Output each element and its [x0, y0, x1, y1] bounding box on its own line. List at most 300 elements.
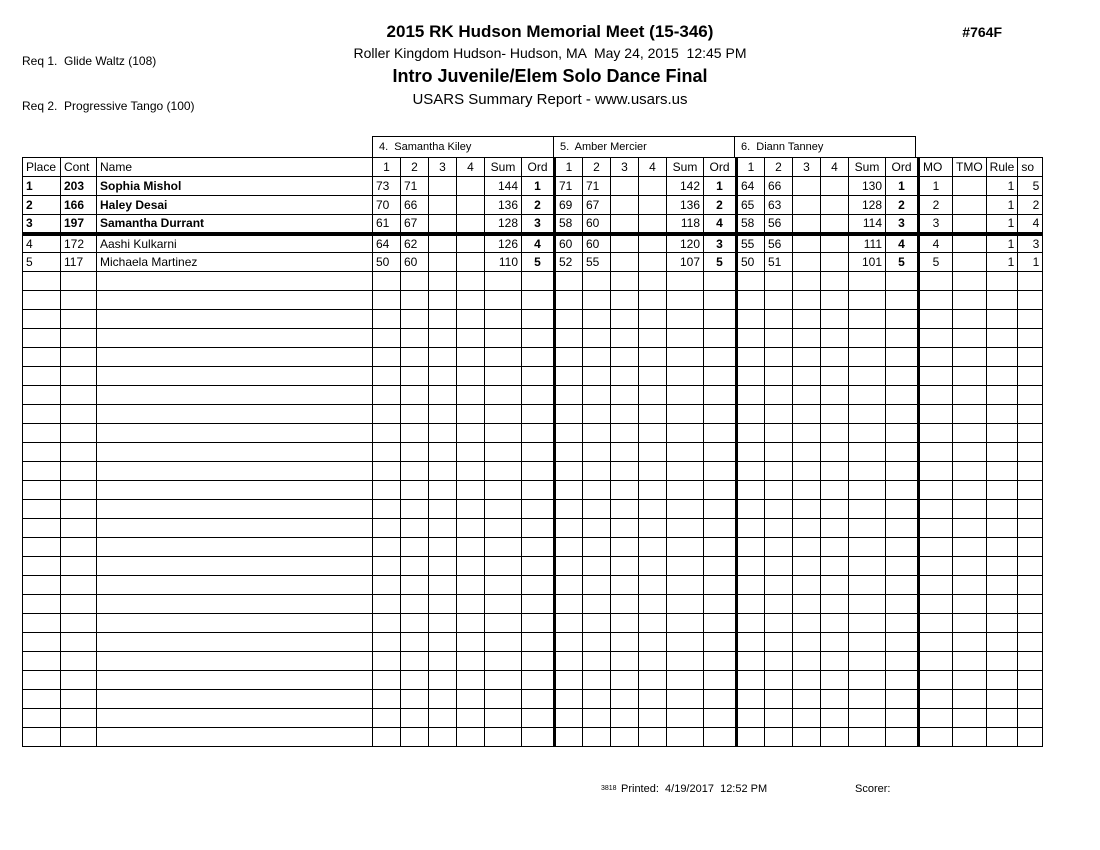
- cell-ord: [704, 348, 737, 367]
- cell-ord: [704, 690, 737, 709]
- cell-mark: [583, 348, 611, 367]
- cell-sum: [849, 652, 886, 671]
- cell-mark: [457, 557, 485, 576]
- cell-cont: [61, 557, 97, 576]
- cell-tmo: [953, 728, 987, 747]
- cell-mark: [373, 671, 401, 690]
- cell-mark: [429, 386, 457, 405]
- cell-mark: [639, 329, 667, 348]
- empty-row: [23, 557, 1043, 576]
- cell-mark: [821, 177, 849, 196]
- cell-mark: [583, 538, 611, 557]
- cell-mark: [821, 538, 849, 557]
- cell-place: 1: [23, 177, 61, 196]
- cell-mark: [639, 709, 667, 728]
- cell-mark: [639, 671, 667, 690]
- cell-mark: [401, 690, 429, 709]
- cell-sum: [667, 614, 704, 633]
- cell-cont: [61, 329, 97, 348]
- cell-sum: [667, 671, 704, 690]
- printed-timestamp: Printed: 4/19/2017 12:52 PM: [621, 783, 768, 795]
- cell-rule: [986, 614, 1018, 633]
- empty-row: [23, 386, 1043, 405]
- cell-sum: [849, 500, 886, 519]
- cell-ord: [886, 671, 919, 690]
- cell-so: [1018, 462, 1043, 481]
- cell-mo: [919, 519, 953, 538]
- cell-sum: 111: [849, 234, 886, 253]
- cell-mark: [611, 576, 639, 595]
- cell-cont: [61, 310, 97, 329]
- cell-ord: [522, 633, 555, 652]
- cell-ord: [886, 500, 919, 519]
- cell-sum: [667, 443, 704, 462]
- cell-mark: [373, 424, 401, 443]
- cell-mark: [737, 709, 765, 728]
- cell-tmo: [953, 196, 987, 215]
- cell-ord: [522, 386, 555, 405]
- cell-mark: [611, 215, 639, 234]
- cell-mark: [611, 595, 639, 614]
- cell-mark: [555, 690, 583, 709]
- cell-mark: 50: [737, 253, 765, 272]
- cell-sum: 101: [849, 253, 886, 272]
- cell-mark: [429, 576, 457, 595]
- cell-mark: [429, 462, 457, 481]
- cell-mark: [401, 709, 429, 728]
- cell-name: [97, 614, 373, 633]
- cell-mark: [639, 196, 667, 215]
- cell-sum: [485, 633, 522, 652]
- cell-mark: [401, 462, 429, 481]
- cell-mo: [919, 633, 953, 652]
- cell-so: [1018, 633, 1043, 652]
- cell-ord: 4: [886, 234, 919, 253]
- cell-tmo: [953, 424, 987, 443]
- cell-name: [97, 690, 373, 709]
- cell-mark: [639, 557, 667, 576]
- cell-ord: [886, 424, 919, 443]
- cell-mark: [639, 500, 667, 519]
- cell-mark: [457, 291, 485, 310]
- cell-mark: [639, 253, 667, 272]
- cell-mark: [373, 272, 401, 291]
- cell-mark: [401, 386, 429, 405]
- cell-so: [1018, 481, 1043, 500]
- cell-mark: [401, 367, 429, 386]
- cell-mark: 52: [555, 253, 583, 272]
- cell-mark: [457, 500, 485, 519]
- cell-mark: [821, 272, 849, 291]
- cell-mark: [793, 424, 821, 443]
- cell-mark: [737, 329, 765, 348]
- cell-so: [1018, 652, 1043, 671]
- cell-mark: [429, 196, 457, 215]
- cell-mark: [429, 652, 457, 671]
- empty-row: [23, 443, 1043, 462]
- cell-mo: [919, 652, 953, 671]
- cell-mark: [401, 576, 429, 595]
- cell-mark: [821, 652, 849, 671]
- cell-rule: [986, 709, 1018, 728]
- cell-ord: [522, 462, 555, 481]
- cell-mark: [429, 500, 457, 519]
- cell-mark: [737, 405, 765, 424]
- cell-mark: [737, 690, 765, 709]
- cell-sum: [485, 310, 522, 329]
- cell-mo: [919, 481, 953, 500]
- cell-mark: [639, 424, 667, 443]
- empty-row: [23, 633, 1043, 652]
- cell-place: [23, 348, 61, 367]
- cell-mark: [737, 519, 765, 538]
- cell-ord: [704, 500, 737, 519]
- cell-sum: [667, 405, 704, 424]
- cell-mark: [793, 462, 821, 481]
- empty-row: [23, 652, 1043, 671]
- empty-row: [23, 424, 1043, 443]
- cell-mark: [821, 424, 849, 443]
- cell-mark: [555, 614, 583, 633]
- cell-mark: 60: [555, 234, 583, 253]
- cell-mark: [611, 671, 639, 690]
- cell-ord: [704, 424, 737, 443]
- cell-mark: [373, 709, 401, 728]
- cell-mark: [457, 215, 485, 234]
- cell-mark: [765, 557, 793, 576]
- judge-box-3: 6. Diann Tanney: [734, 136, 916, 158]
- cell-ord: [522, 538, 555, 557]
- cell-rule: [986, 367, 1018, 386]
- cell-sum: [667, 519, 704, 538]
- cell-sum: [485, 424, 522, 443]
- result-row: [23, 196, 1043, 215]
- cell-mark: [765, 386, 793, 405]
- cell-ord: [704, 557, 737, 576]
- cell-mark: [373, 538, 401, 557]
- cell-mark: [765, 443, 793, 462]
- cell-ord: [886, 272, 919, 291]
- cell-mark: [583, 424, 611, 443]
- cell-ord: 2: [704, 196, 737, 215]
- cell-mark: [429, 253, 457, 272]
- cell-so: [1018, 728, 1043, 747]
- result-row: [23, 177, 1043, 196]
- cell-ord: 3: [522, 215, 555, 234]
- cell-mo: [919, 500, 953, 519]
- cell-sum: [667, 272, 704, 291]
- cell-sum: [849, 386, 886, 405]
- cell-mark: [765, 671, 793, 690]
- cell-mark: [429, 690, 457, 709]
- col-header-mark: 1: [737, 158, 765, 177]
- cell-mark: [765, 595, 793, 614]
- cell-mark: [821, 557, 849, 576]
- cell-ord: 5: [704, 253, 737, 272]
- cell-mark: [555, 519, 583, 538]
- cell-mark: [793, 196, 821, 215]
- cell-mark: [583, 690, 611, 709]
- cell-mark: [429, 538, 457, 557]
- cell-mark: [821, 519, 849, 538]
- cell-place: [23, 614, 61, 633]
- cell-mark: [611, 633, 639, 652]
- cell-mark: [373, 405, 401, 424]
- cell-sum: [485, 519, 522, 538]
- cell-mark: [737, 443, 765, 462]
- cell-mark: [555, 443, 583, 462]
- cell-mark: [373, 690, 401, 709]
- cell-mark: [737, 652, 765, 671]
- cell-mark: [583, 272, 611, 291]
- cell-rule: [986, 443, 1018, 462]
- cell-mark: [793, 177, 821, 196]
- cell-mark: [401, 614, 429, 633]
- cell-mark: [583, 462, 611, 481]
- cell-mark: [821, 443, 849, 462]
- col-header-mark: 3: [793, 158, 821, 177]
- cell-so: [1018, 291, 1043, 310]
- cell-name: [97, 348, 373, 367]
- cell-mark: 71: [583, 177, 611, 196]
- cell-mark: [373, 443, 401, 462]
- cell-mark: [583, 329, 611, 348]
- cell-mo: [919, 671, 953, 690]
- cell-mark: [401, 633, 429, 652]
- cell-rule: [986, 595, 1018, 614]
- cell-sum: [485, 557, 522, 576]
- cell-mark: [555, 348, 583, 367]
- cell-mark: [555, 538, 583, 557]
- cell-sum: 120: [667, 234, 704, 253]
- cell-mark: [821, 291, 849, 310]
- cell-sum: [667, 538, 704, 557]
- cell-mark: [373, 576, 401, 595]
- cell-mark: [793, 500, 821, 519]
- cell-ord: [522, 405, 555, 424]
- cell-tmo: [953, 500, 987, 519]
- cell-mark: [429, 519, 457, 538]
- cell-mark: [765, 481, 793, 500]
- cell-mark: [457, 595, 485, 614]
- cell-sum: [667, 386, 704, 405]
- cell-mark: [765, 633, 793, 652]
- cell-sum: [667, 576, 704, 595]
- cell-tmo: [953, 405, 987, 424]
- cell-so: 3: [1018, 234, 1043, 253]
- cell-name: [97, 671, 373, 690]
- cell-ord: [522, 367, 555, 386]
- cell-mark: [457, 519, 485, 538]
- cell-mark: [457, 709, 485, 728]
- cell-ord: [522, 291, 555, 310]
- cell-tmo: [953, 348, 987, 367]
- cell-mark: [611, 405, 639, 424]
- cell-mark: [821, 253, 849, 272]
- cell-mark: [821, 348, 849, 367]
- cell-mark: [611, 310, 639, 329]
- cell-mark: [611, 329, 639, 348]
- cell-mark: [793, 405, 821, 424]
- cell-ord: [704, 329, 737, 348]
- cell-name: [97, 367, 373, 386]
- cell-mark: [737, 728, 765, 747]
- cell-mark: [611, 462, 639, 481]
- cell-mark: [401, 557, 429, 576]
- cell-cont: [61, 690, 97, 709]
- cell-name: [97, 424, 373, 443]
- cell-ord: [886, 690, 919, 709]
- col-header-mark: 4: [821, 158, 849, 177]
- cell-place: [23, 595, 61, 614]
- cell-sum: [849, 443, 886, 462]
- cell-sum: [849, 633, 886, 652]
- cell-mark: [765, 500, 793, 519]
- cell-mark: [373, 348, 401, 367]
- cell-ord: [704, 671, 737, 690]
- cell-mark: [611, 367, 639, 386]
- cell-rule: [986, 329, 1018, 348]
- col-header-so: so: [1018, 158, 1043, 177]
- cell-tmo: [953, 519, 987, 538]
- cell-place: [23, 386, 61, 405]
- empty-row: [23, 519, 1043, 538]
- cell-cont: [61, 424, 97, 443]
- cell-ord: [886, 348, 919, 367]
- empty-row: [23, 291, 1043, 310]
- cell-mark: [793, 633, 821, 652]
- cell-ord: [704, 519, 737, 538]
- cell-mark: [457, 196, 485, 215]
- cell-mark: [611, 557, 639, 576]
- table-header-row: [23, 158, 1043, 177]
- cell-cont: [61, 614, 97, 633]
- cell-mark: [639, 291, 667, 310]
- cell-name: [97, 443, 373, 462]
- cell-mark: [373, 367, 401, 386]
- cell-mark: [737, 291, 765, 310]
- cell-mark: [401, 424, 429, 443]
- cell-mark: [793, 652, 821, 671]
- cell-mark: [765, 348, 793, 367]
- cell-mark: [401, 481, 429, 500]
- cell-sum: 126: [485, 234, 522, 253]
- cell-sum: [667, 310, 704, 329]
- cell-mo: 1: [919, 177, 953, 196]
- cell-rule: [986, 405, 1018, 424]
- cell-mark: [555, 310, 583, 329]
- cell-ord: [704, 291, 737, 310]
- cell-mark: [555, 557, 583, 576]
- cell-place: [23, 329, 61, 348]
- cell-sum: [849, 671, 886, 690]
- cell-sum: [485, 367, 522, 386]
- cell-sum: 110: [485, 253, 522, 272]
- cell-mark: [457, 652, 485, 671]
- cell-place: [23, 272, 61, 291]
- cell-cont: [61, 709, 97, 728]
- cell-ord: [522, 614, 555, 633]
- cell-mark: [821, 367, 849, 386]
- cell-ord: [704, 652, 737, 671]
- cell-tmo: [953, 443, 987, 462]
- cell-mark: [457, 728, 485, 747]
- venue-date-line: Roller Kingdom Hudson- Hudson, MA May 24, 2015 12:45 PM: [353, 45, 747, 61]
- cell-sum: [485, 728, 522, 747]
- cell-sum: [485, 386, 522, 405]
- cell-place: [23, 367, 61, 386]
- cell-mark: [583, 310, 611, 329]
- cell-cont: [61, 367, 97, 386]
- cell-ord: 1: [886, 177, 919, 196]
- empty-row: [23, 709, 1043, 728]
- cell-place: [23, 443, 61, 462]
- cell-tmo: [953, 215, 987, 234]
- cell-cont: [61, 633, 97, 652]
- cell-mark: 56: [765, 234, 793, 253]
- cell-mark: [401, 519, 429, 538]
- cell-mark: [555, 329, 583, 348]
- cell-tmo: [953, 291, 987, 310]
- cell-so: [1018, 557, 1043, 576]
- cell-sum: [485, 348, 522, 367]
- empty-row: [23, 310, 1043, 329]
- cell-tmo: [953, 595, 987, 614]
- cell-sum: 128: [849, 196, 886, 215]
- cell-mark: [457, 348, 485, 367]
- cell-mark: [765, 709, 793, 728]
- cell-so: [1018, 405, 1043, 424]
- col-header-mo: MO: [919, 158, 953, 177]
- cell-ord: [522, 690, 555, 709]
- cell-mark: [793, 614, 821, 633]
- cell-sum: 130: [849, 177, 886, 196]
- cell-cont: [61, 538, 97, 557]
- cell-cont: [61, 519, 97, 538]
- judge-box-1: 4. Samantha Kiley: [372, 136, 554, 158]
- cell-mo: 3: [919, 215, 953, 234]
- cell-ord: 2: [886, 196, 919, 215]
- cell-cont: [61, 576, 97, 595]
- cell-cont: [61, 386, 97, 405]
- cell-tmo: [953, 481, 987, 500]
- cell-ord: [522, 329, 555, 348]
- cell-mo: [919, 291, 953, 310]
- cell-mark: 55: [583, 253, 611, 272]
- cell-tmo: [953, 652, 987, 671]
- report-header: [0, 22, 1100, 108]
- cell-name: [97, 329, 373, 348]
- cell-mark: [457, 234, 485, 253]
- cell-mark: 66: [765, 177, 793, 196]
- cell-mark: [821, 576, 849, 595]
- cell-mark: [611, 348, 639, 367]
- cell-mark: [555, 728, 583, 747]
- cell-place: [23, 424, 61, 443]
- cell-ord: [704, 462, 737, 481]
- cell-place: [23, 728, 61, 747]
- cell-mark: [821, 310, 849, 329]
- cell-mark: [611, 253, 639, 272]
- cell-sum: 144: [485, 177, 522, 196]
- cell-mark: [457, 481, 485, 500]
- empty-row: [23, 690, 1043, 709]
- cell-mark: [765, 310, 793, 329]
- cell-mark: [793, 443, 821, 462]
- cell-mark: [611, 481, 639, 500]
- col-header-rule: Rule: [986, 158, 1018, 177]
- cell-name: [97, 405, 373, 424]
